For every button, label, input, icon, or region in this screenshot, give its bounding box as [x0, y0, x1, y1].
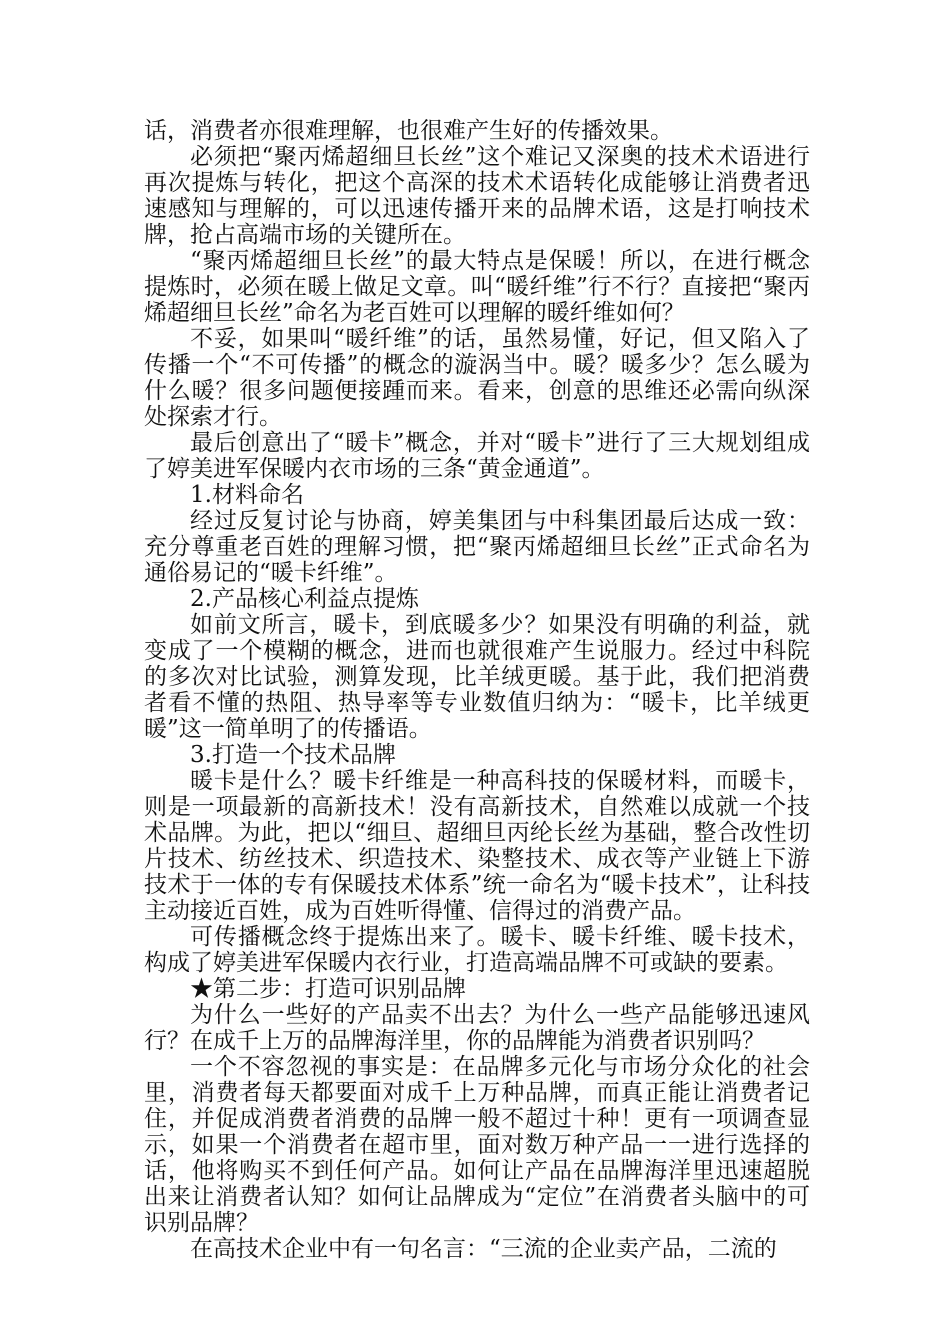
paragraph-continuation: 话，消费者亦很难理解，也很难产生好的传播效果。	[144, 118, 673, 144]
section-heading-material-naming: 1.材料命名	[190, 482, 304, 508]
paragraph: 必须把“聚丙烯超细旦长丝”这个难记又深奥的技术术语进行再次提炼与转化，把这个高深的技术术语转化成能够让消费者迅速感知与理解的，可以迅速传播开来的品牌术语，这是打响技术牌，抢占高端市场的关键所在。	[144, 144, 810, 248]
paragraph: 一个不容忽视的事实是：在品牌多元化与市场分众化的社会里，消费者每天都要面对成千上万种品牌，而真正能让消费者记住，并促成消费者消费的品牌一般不超过十种！更有一项调查显示，如果一个消费者在超市里，面对数万种产品一一进行选择的话，他将购买不到任何产品。如何让产品在品牌海洋里迅速超脱出来让消费者认知？如何让品牌成为“定位”在消费者头脑中的可识别品牌？	[144, 1054, 810, 1236]
paragraph: 暖卡是什么？暖卡纤维是一种高科技的保暖材料，而暖卡，则是一项最新的高新技术！没有高新技术，自然难以成就一个技术品牌。为此，把以“细旦、超细旦丙纶长丝为基础，整合改性切片技术、纺丝技术、织造技术、染整技术、成衣等产业链上下游技术于一体的专有保暖技术体系”统一命名为“暖卡技术”，让科技主动接近百姓，成为百姓听得懂、信得过的消费产品。	[144, 768, 810, 924]
paragraph: 经过反复讨论与协商，婷美集团与中科集团最后达成一致：充分尊重老百姓的理解习惯，把“聚丙烯超细旦长丝”正式命名为通俗易记的“暖卡纤维”。	[144, 508, 810, 586]
paragraph: 可传播概念终于提炼出来了。暖卡、暖卡纤维、暖卡技术，构成了婷美进军保暖内衣行业，打造高端品牌不可或缺的要素。	[144, 924, 810, 976]
document-body	[144, 118, 810, 1262]
paragraph: 在高技术企业中有一句名言：“三流的企业卖产品，二流的	[190, 1236, 777, 1262]
section-heading-tech-brand: 3.打造一个技术品牌	[190, 742, 396, 768]
section-heading-core-benefit: 2.产品核心利益点提炼	[190, 586, 419, 612]
paragraph: 如前文所言，暖卡，到底暖多少？如果没有明确的利益，就变成了一个模糊的概念，进而也就很难产生说服力。经过中科院的多次对比试验，测算发现，比羊绒更暖。基于此，我们把消费者看不懂的热阻、热导率等专业数值归纳为：“暖卡，比羊绒更暖”这一简单明了的传播语。	[144, 612, 810, 742]
section-heading-step-two: ★第二步：打造可识别品牌	[190, 976, 466, 1002]
paragraph: 不妥，如果叫“暖纤维”的话，虽然易懂，好记，但又陷入了传播一个“不可传播”的概念的漩涡当中。暖？暖多少？怎么暖为什么暖？很多问题便接踵而来。看来，创意的思维还必需向纵深处探索才行。	[144, 326, 810, 430]
paragraph: 最后创意出了“暖卡”概念，并对“暖卡”进行了三大规划组成了婷美进军保暖内衣市场的三条“黄金通道”。	[144, 430, 810, 482]
paragraph: 为什么一些好的产品卖不出去？为什么一些产品能够迅速风行？在成千上万的品牌海洋里，你的品牌能为消费者识别吗？	[144, 1002, 810, 1054]
paragraph: “聚丙烯超细旦长丝”的最大特点是保暖！所以，在进行概念提炼时，必须在暖上做足文章。叫“暖纤维”行不行？直接把“聚丙烯超细旦长丝”命名为老百姓可以理解的暖纤维如何？	[144, 248, 810, 326]
